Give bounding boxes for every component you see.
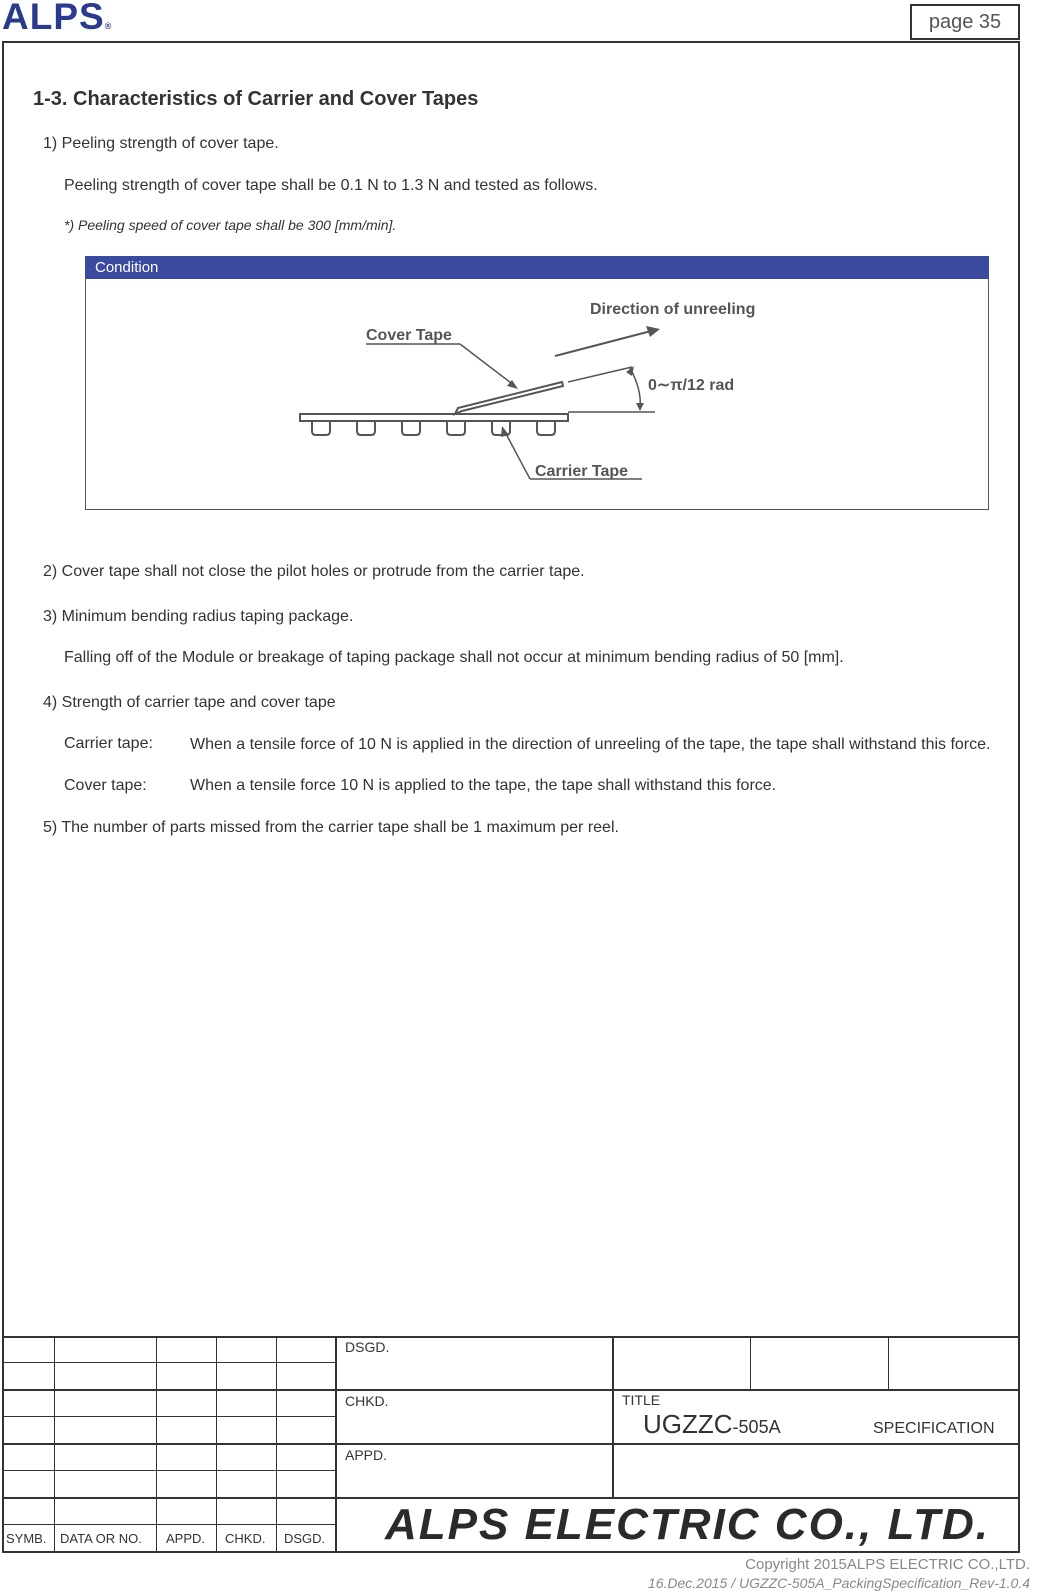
carrier-term: Carrier tape: [64, 735, 153, 752]
item1-text: Peeling strength of cover tape shall be 0.1 N to 1.3 N and tested as follows. [64, 177, 598, 194]
direction-label: Direction of unreeling [590, 301, 756, 318]
page-number: page 35 [910, 4, 1020, 40]
col-appd: APPD. [166, 1531, 206, 1546]
cover-text: When a tensile force 10 N is applied to the tape, the tape shall withstand this force. [190, 777, 777, 794]
logo-text: ALPS [2, 0, 105, 37]
spec-label: SPECIFICATION [873, 1420, 995, 1437]
col-symb: SYMB. [6, 1531, 47, 1546]
section-title: 1-3. Characteristics of Carrier and Cover Tapes [33, 88, 479, 110]
item1-label: 1) Peeling strength of cover tape. [43, 135, 279, 152]
peel-diagram [290, 290, 790, 500]
cover-term: Cover tape: [64, 777, 147, 794]
registered-mark: ® [104, 21, 112, 31]
carrier-tape-label: Carrier Tape [535, 463, 629, 480]
item4-label: 4) Strength of carrier tape and cover tape [43, 694, 336, 711]
cover-tape-leader [460, 344, 515, 386]
col-chkd: CHKD. [225, 1531, 266, 1546]
col-dsgd: DSGD. [284, 1531, 326, 1546]
carrier-text: When a tensile force of 10 N is applied in the direction of unreeling of the tape, the tape shall withstand this force. [190, 736, 991, 753]
title-label: TITLE [622, 1392, 661, 1408]
condition-header: Condition [85, 256, 989, 279]
carrier-tape-leader [504, 430, 530, 479]
company-logo: ALPS ELECTRIC CO., LTD. [385, 1500, 990, 1549]
col-data: DATA OR NO. [60, 1531, 142, 1546]
carrier-pockets [312, 421, 555, 435]
chkd-label: CHKD. [345, 1393, 389, 1409]
cover-tape-peeled [455, 382, 563, 414]
angle-label: 0∼π/12 rad [648, 377, 735, 394]
item3-text: Falling off of the Module or breakage of taping package shall not occur at minimum bending radius of 50 [mm]. [64, 649, 844, 666]
model-number: UGZZC-505A [643, 1409, 781, 1439]
carrier-tape-strip [300, 414, 568, 421]
alps-logo [2, 0, 111, 43]
cover-tape-label: Cover Tape [366, 327, 452, 344]
appd-label: APPD. [345, 1447, 388, 1463]
dsgd-label: DSGD. [345, 1339, 390, 1355]
item3-label: 3) Minimum bending radius taping package. [43, 608, 354, 625]
doc-id: 16.Dec.2015 / UGZZC-505A_PackingSpecification_Rev-1.0.4 [647, 1575, 1030, 1591]
angle-line [568, 367, 632, 382]
item1-note: *) Peeling speed of cover tape shall be 300 [mm/min]. [64, 217, 397, 233]
copyright: Copyright 2015ALPS ELECTRIC CO.,LTD. [745, 1556, 1030, 1573]
item5-label: 5) The number of parts missed from the carrier tape shall be 1 maximum per reel. [43, 819, 619, 836]
direction-arrow [555, 330, 655, 356]
item2-label: 2) Cover tape shall not close the pilot holes or protrude from the carrier tape. [43, 563, 585, 580]
